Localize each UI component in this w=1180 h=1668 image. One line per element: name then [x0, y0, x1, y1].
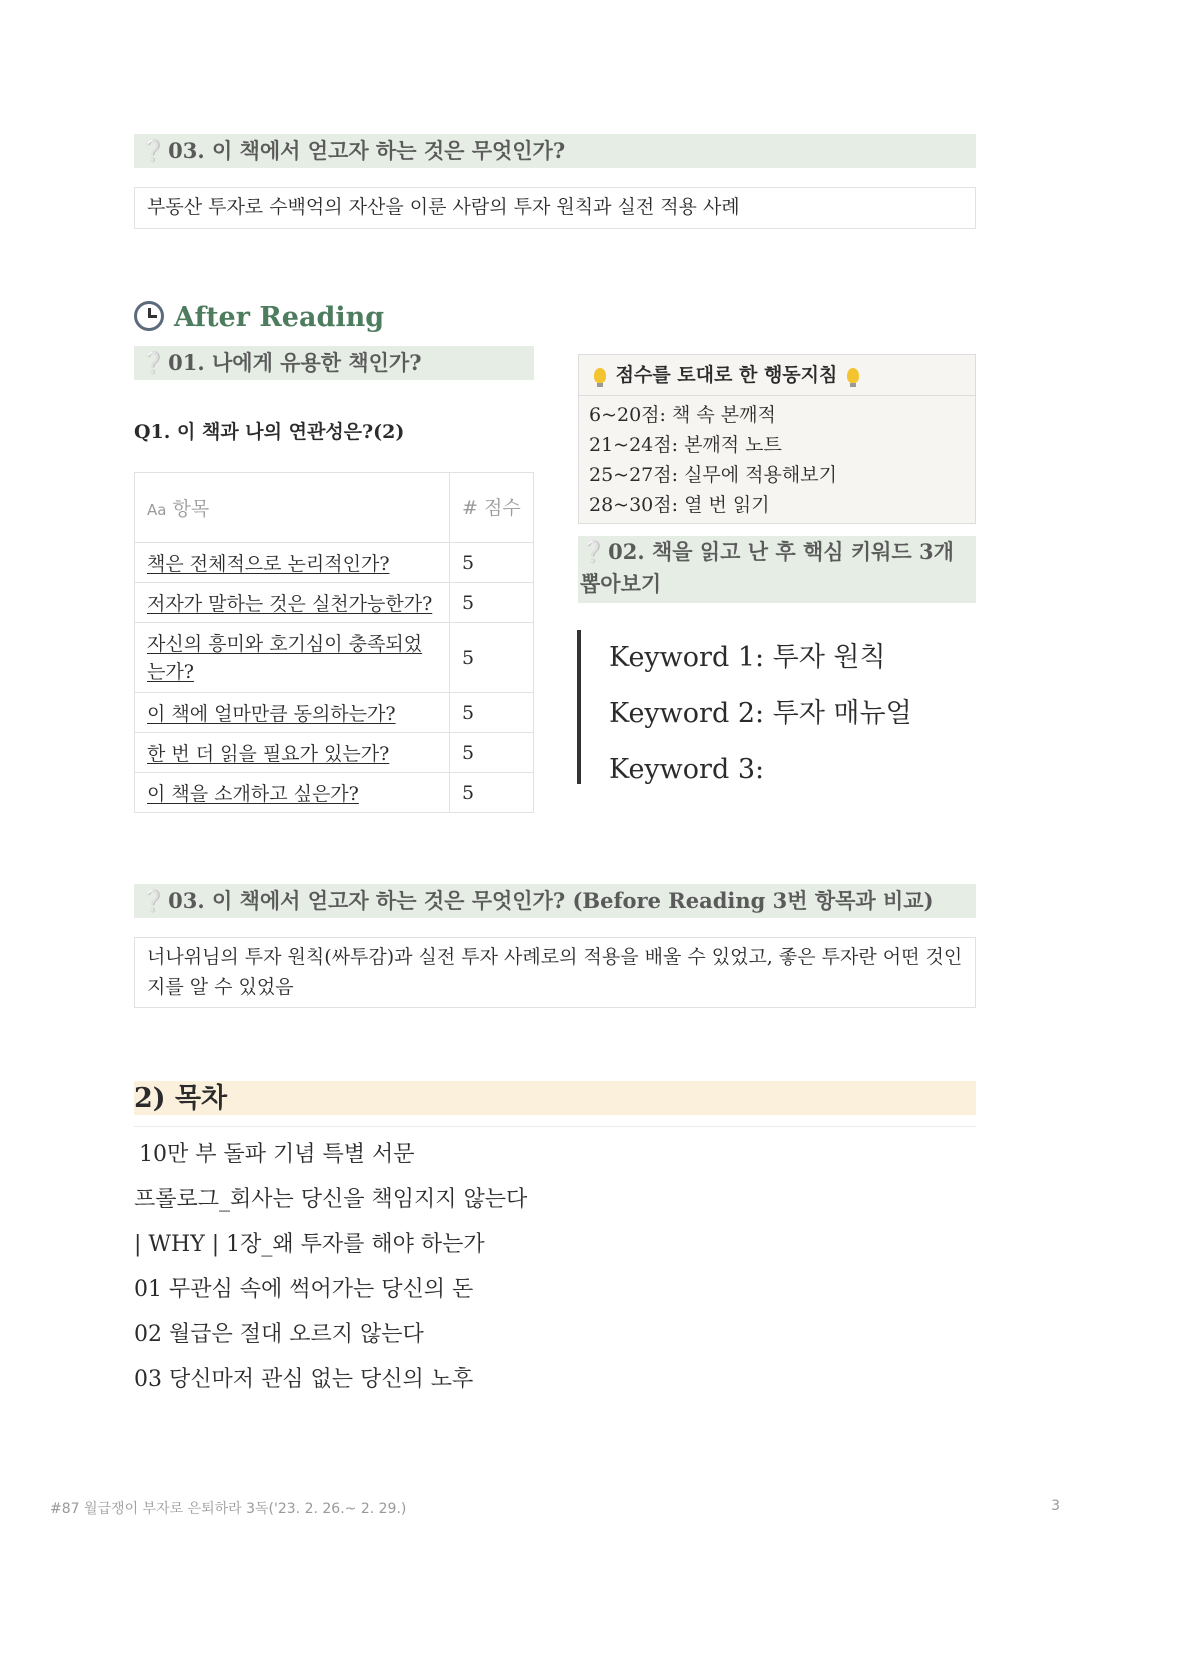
col-score-header [450, 473, 534, 543]
toc-item: 01 무관심 속에 썩어가는 당신의 돈 [134, 1277, 474, 1302]
toc-item: 02 월급은 절대 오르지 않는다 [134, 1322, 424, 1347]
row-item[interactable]: 저자가 말하는 것은 실천가능한가? [135, 583, 450, 623]
row-item[interactable]: 자신의 흥미와 호기심이 충족되었는가? [135, 623, 450, 693]
text-property-icon: Aa [147, 501, 167, 519]
q01-subtitle: Q1. 이 책과 나의 연관성은?(2) [134, 421, 405, 443]
q03-top-answer-box [134, 187, 976, 229]
score-table [134, 472, 534, 813]
action-guide-callout [578, 354, 976, 524]
callout-title-row [579, 355, 975, 396]
after-reading-title: After Reading [174, 302, 385, 333]
q02-title: 02. 책을 읽고 난 후 핵심 키워드 3개 뽑아보기 [580, 539, 954, 596]
toc-item: | WHY | 1장_왜 투자를 해야 하는가 [134, 1232, 485, 1257]
toc-item: 10만 부 돌파 기념 특별 서문 [139, 1142, 415, 1167]
row-item[interactable]: 이 책에 얼마만큼 동의하는가? [135, 693, 450, 733]
clock-icon [134, 301, 164, 331]
question-mark-icon: ❔ [140, 139, 167, 163]
table-row[interactable] [135, 623, 534, 693]
q01-heading [134, 346, 534, 380]
row-score: 5 [450, 733, 534, 773]
table-row[interactable] [135, 543, 534, 583]
toc-divider [134, 1126, 976, 1127]
callout-title: 점수를 토대로 한 행동지침 [615, 364, 838, 386]
lightbulb-icon [594, 368, 606, 383]
keyword-3: Keyword 3: [609, 754, 765, 785]
q02-heading [578, 536, 976, 603]
table-row[interactable] [135, 693, 534, 733]
table-row[interactable] [135, 733, 534, 773]
row-item[interactable]: 한 번 더 읽을 필요가 있는가? [135, 733, 450, 773]
toc-title: 2) 목차 [134, 1083, 228, 1114]
q03-bottom-answer: 너나위님의 투자 원칙(싸투감)과 실전 투자 사례로의 적용을 배울 수 있었고, 좋은 투자란 어떤 것인지를 알 수 있었음 [147, 946, 963, 998]
q03-top-answer: 부동산 투자로 수백억의 자산을 이룬 사람의 투자 원칙과 실전 적용 사례 [147, 196, 740, 218]
q03-bottom-answer-box [134, 937, 976, 1008]
callout-line: 6~20점: 책 속 본깨적 [589, 404, 776, 426]
keyword-1: Keyword 1: 투자 원칙 [609, 642, 886, 673]
row-score: 5 [450, 543, 534, 583]
footer-doc-title: #87 월급쟁이 부자로 은퇴하라 3독('23. 2. 26.~ 2. 29.) [50, 1501, 407, 1517]
callout-body [579, 396, 975, 526]
row-score: 5 [450, 773, 534, 813]
after-reading-heading [134, 298, 384, 338]
callout-line: 28~30점: 열 번 읽기 [589, 494, 770, 516]
footer-page-number: 3 [1051, 1498, 1060, 1514]
col-score-label: # 점수 [462, 496, 521, 519]
lightbulb-icon [847, 368, 859, 383]
col-item-label: 항목 [172, 498, 210, 520]
q03-bottom-title: 03. 이 책에서 얻고자 하는 것은 무엇인가? (Before Reading 3번 항목과 비교) [168, 888, 934, 913]
col-item-header [135, 473, 450, 543]
q03-top-heading [134, 134, 976, 168]
question-mark-icon: ❔ [140, 889, 167, 913]
table-row[interactable] [135, 773, 534, 813]
keywords-quote [577, 630, 979, 784]
keyword-2: Keyword 2: 투자 매뉴얼 [609, 698, 912, 729]
callout-line: 21~24점: 본깨적 노트 [589, 434, 782, 456]
q01-title: 01. 나에게 유용한 책인가? [168, 350, 422, 375]
row-item[interactable]: 이 책을 소개하고 싶은가? [135, 773, 450, 813]
toc-list [134, 1132, 976, 1402]
callout-line: 25~27점: 실무에 적용해보기 [589, 464, 837, 486]
row-score: 5 [450, 623, 534, 693]
table-row[interactable] [135, 583, 534, 623]
q03-top-title: 03. 이 책에서 얻고자 하는 것은 무엇인가? [168, 138, 566, 163]
question-mark-icon: ❔ [580, 540, 607, 564]
row-score: 5 [450, 583, 534, 623]
row-score: 5 [450, 693, 534, 733]
toc-heading [134, 1081, 976, 1115]
question-mark-icon: ❔ [140, 351, 167, 375]
row-item[interactable]: 책은 전체적으로 논리적인가? [135, 543, 450, 583]
toc-item: 프롤로그_회사는 당신을 책임지지 않는다 [134, 1187, 528, 1212]
q03-bottom-heading [134, 884, 976, 918]
toc-item: 03 당신마저 관심 없는 당신의 노후 [134, 1367, 474, 1392]
